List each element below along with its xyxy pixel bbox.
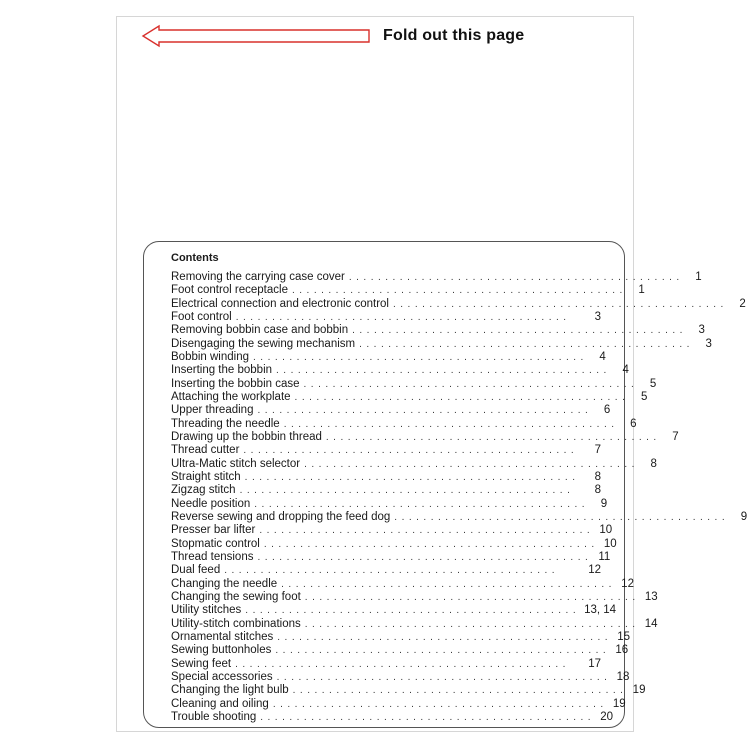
toc-entry <box>171 284 645 297</box>
toc-entry-page: 9 <box>600 497 608 510</box>
toc-leader-dots: .............................................. <box>392 298 728 310</box>
toc-entry-page: 10 <box>599 524 613 537</box>
toc-entry-title: Thread cutter <box>171 444 240 457</box>
toc-entry <box>171 377 657 391</box>
toc-leader-dots: .............................................. <box>259 525 595 537</box>
toc-leader-dots: .............................................. <box>304 618 640 630</box>
toc-entry-page: 5 <box>649 377 657 390</box>
toc-entry <box>171 630 631 644</box>
toc-leader-dots: .............................................. <box>325 431 661 443</box>
toc-entry-page: 3 <box>705 337 712 350</box>
toc-entry-page: 18 <box>616 670 630 683</box>
toc-entry <box>171 484 601 497</box>
toc-entry-page: 19 <box>632 684 646 697</box>
fold-out-title: Fold out this page <box>383 27 525 44</box>
toc-leader-dots: .............................................. <box>244 471 580 483</box>
toc-entry-page: 8 <box>594 470 601 483</box>
toc-entry-title: Utility stitches <box>171 604 242 617</box>
toc-entry-title: Straight stitch <box>171 470 241 483</box>
manual-page <box>116 16 748 732</box>
toc-entry-title: Removing bobbin case and bobbin <box>171 324 349 337</box>
toc-entry <box>171 417 637 431</box>
toc-leader-dots: .............................................. <box>359 338 694 350</box>
toc-entry <box>171 430 679 444</box>
toc-entry <box>171 537 617 551</box>
toc-entry <box>171 590 658 604</box>
toc-entry-title: Changing the needle <box>171 577 278 590</box>
toc-leader-dots: .............................................. <box>292 685 628 697</box>
toc-entry-page: 3 <box>594 310 601 323</box>
toc-entry-title: Presser bar lifter <box>171 524 256 537</box>
toc-entry-title: Cleaning and oiling <box>171 697 269 710</box>
toc-leader-dots: .............................................. <box>348 272 684 283</box>
toc-entry-title: Ornamental stitches <box>171 630 274 643</box>
toc-leader-dots: .............................................. <box>294 391 630 403</box>
toc-entry-title: Utility-stitch combinations <box>171 617 301 630</box>
toc-leader-dots: .............................................. <box>276 365 611 377</box>
toc-entry-page: 7 <box>594 444 601 457</box>
toc-entry-title: Removing the carrying case cover <box>171 271 345 283</box>
toc-entry-page: 20 <box>600 710 614 723</box>
toc-entry-title: Inserting the bobbin case <box>171 377 300 390</box>
toc-entry-page: 12 <box>588 564 601 577</box>
toc-entry <box>171 271 702 284</box>
toc-leader-dots: .............................................. <box>394 511 730 523</box>
toc-leader-dots: .............................................. <box>260 711 596 723</box>
toc-entry-page: 16 <box>615 644 629 657</box>
toc-entry <box>171 658 601 671</box>
toc-leader-dots: .............................................. <box>257 551 593 563</box>
toc-entry-title: Sewing feet <box>171 657 232 670</box>
toc-leader-dots: .............................................. <box>254 498 590 510</box>
toc-leader-dots: .............................................. <box>235 311 571 323</box>
contents-panel <box>143 241 748 728</box>
toc-entry <box>171 444 601 457</box>
toc-entry <box>171 337 712 351</box>
toc-entry-page: 2 <box>739 297 746 310</box>
toc-entry-page: 6 <box>630 417 637 430</box>
toc-entry-page: 6 <box>603 404 611 417</box>
toc-leader-dots: .............................................. <box>272 698 608 710</box>
toc-entry-page: 7 <box>672 430 679 443</box>
toc-entry <box>171 524 613 537</box>
toc-entry-title: Changing the light bulb <box>171 684 289 697</box>
toc-entry <box>171 324 705 337</box>
toc-entry-title: Foot control <box>171 310 232 323</box>
toc-leader-dots: .............................................. <box>224 565 560 577</box>
toc-entry-page: 8 <box>650 457 657 470</box>
toc-entry-title: Stopmatic control <box>171 537 260 550</box>
toc-entry <box>171 390 648 404</box>
toc-entry-title: Thread tensions <box>171 550 254 563</box>
toc-entry-title: Drawing up the bobbin thread <box>171 430 322 443</box>
toc-entry-page: 17 <box>588 657 601 670</box>
toc-entry-page: 4 <box>599 350 606 363</box>
toc-entry-title: Upper threading <box>171 404 254 417</box>
toc-entry-title: Ultra-Matic stitch selector <box>171 457 301 470</box>
toc-entry <box>171 670 630 684</box>
toc-entry-page: 8 <box>594 484 601 497</box>
toc-entry-title: Foot control receptacle <box>171 284 288 297</box>
toc-entry <box>171 350 606 364</box>
toc-leader-dots: .............................................. <box>239 485 575 497</box>
toc-leader-dots: .............................................. <box>291 285 627 297</box>
toc-entry-page: 14 <box>644 617 658 630</box>
toc-entry-title: Sewing buttonholes <box>171 644 272 657</box>
toc-entry-title: Attaching the workplate <box>171 390 291 403</box>
toc-entry <box>171 311 601 324</box>
toc-leader-dots: .............................................. <box>275 645 611 657</box>
contents-heading: Contents <box>171 252 219 264</box>
toc-leader-dots: .............................................. <box>281 578 616 590</box>
toc-entry <box>171 510 748 524</box>
contents-list <box>171 271 748 724</box>
toc-leader-dots: .............................................. <box>235 658 570 670</box>
toc-entry-title: Special accessories <box>171 670 273 683</box>
toc-leader-dots: .............................................. <box>243 445 579 457</box>
toc-entry <box>171 297 746 311</box>
left-arrow-icon <box>141 25 373 47</box>
toc-entry-page: 13 <box>644 590 658 603</box>
toc-entry-title: Reverse sewing and dropping the feed dog <box>171 510 391 523</box>
toc-entry-page: 1 <box>638 284 645 297</box>
toc-entry-title: Threading the needle <box>171 417 280 430</box>
toc-entry-page: 10 <box>603 537 617 550</box>
toc-entry <box>171 497 608 511</box>
toc-entry-page: 1 <box>695 271 702 283</box>
toc-entry <box>171 364 629 377</box>
toc-entry-page: 4 <box>622 364 629 377</box>
toc-leader-dots: .............................................. <box>263 538 599 550</box>
toc-entry-title: Dual feed <box>171 564 221 577</box>
toc-entry-title: Changing the sewing foot <box>171 590 301 603</box>
toc-entry <box>171 550 611 564</box>
toc-entry-page: 5 <box>640 390 648 403</box>
toc-entry <box>171 697 626 711</box>
toc-entry-title: Bobbin winding <box>171 350 250 363</box>
toc-entry <box>171 404 611 417</box>
toc-leader-dots: .............................................. <box>304 458 639 470</box>
toc-entry <box>171 577 634 591</box>
toc-entry <box>171 644 629 657</box>
toc-leader-dots: .............................................. <box>283 418 619 430</box>
toc-entry <box>171 617 658 631</box>
toc-entry <box>171 564 601 577</box>
toc-entry-page: 11 <box>598 550 611 563</box>
toc-leader-dots: .............................................. <box>304 591 640 603</box>
toc-entry-title: Disengaging the sewing mechanism <box>171 337 356 350</box>
toc-entry-title: Electrical connection and electronic control <box>171 297 389 310</box>
toc-entry <box>171 471 601 484</box>
toc-entry <box>171 457 657 471</box>
toc-leader-dots: .............................................. <box>276 671 612 683</box>
toc-leader-dots: .............................................. <box>277 631 613 643</box>
toc-entry-title: Inserting the bobbin <box>171 364 273 377</box>
toc-entry-title: Zigzag stitch <box>171 484 236 497</box>
toc-entry-page: 3 <box>698 324 705 337</box>
toc-leader-dots: .............................................. <box>257 405 593 417</box>
toc-entry-page: 13, 14 <box>584 604 617 617</box>
toc-leader-dots: .............................................. <box>245 605 581 617</box>
toc-entry-title: Needle position <box>171 497 251 510</box>
toc-leader-dots: .............................................. <box>352 325 687 337</box>
toc-entry <box>171 710 614 724</box>
toc-entry-page: 19 <box>612 697 626 710</box>
toc-entry-page: 15 <box>617 630 631 643</box>
toc-entry-page: 12 <box>621 577 634 590</box>
toc-leader-dots: .............................................. <box>303 378 639 390</box>
toc-entry <box>171 684 646 697</box>
toc-leader-dots: .............................................. <box>253 351 588 363</box>
toc-entry-page: 9 <box>740 510 748 523</box>
toc-entry <box>171 604 617 617</box>
toc-entry-title: Trouble shooting <box>171 710 257 723</box>
